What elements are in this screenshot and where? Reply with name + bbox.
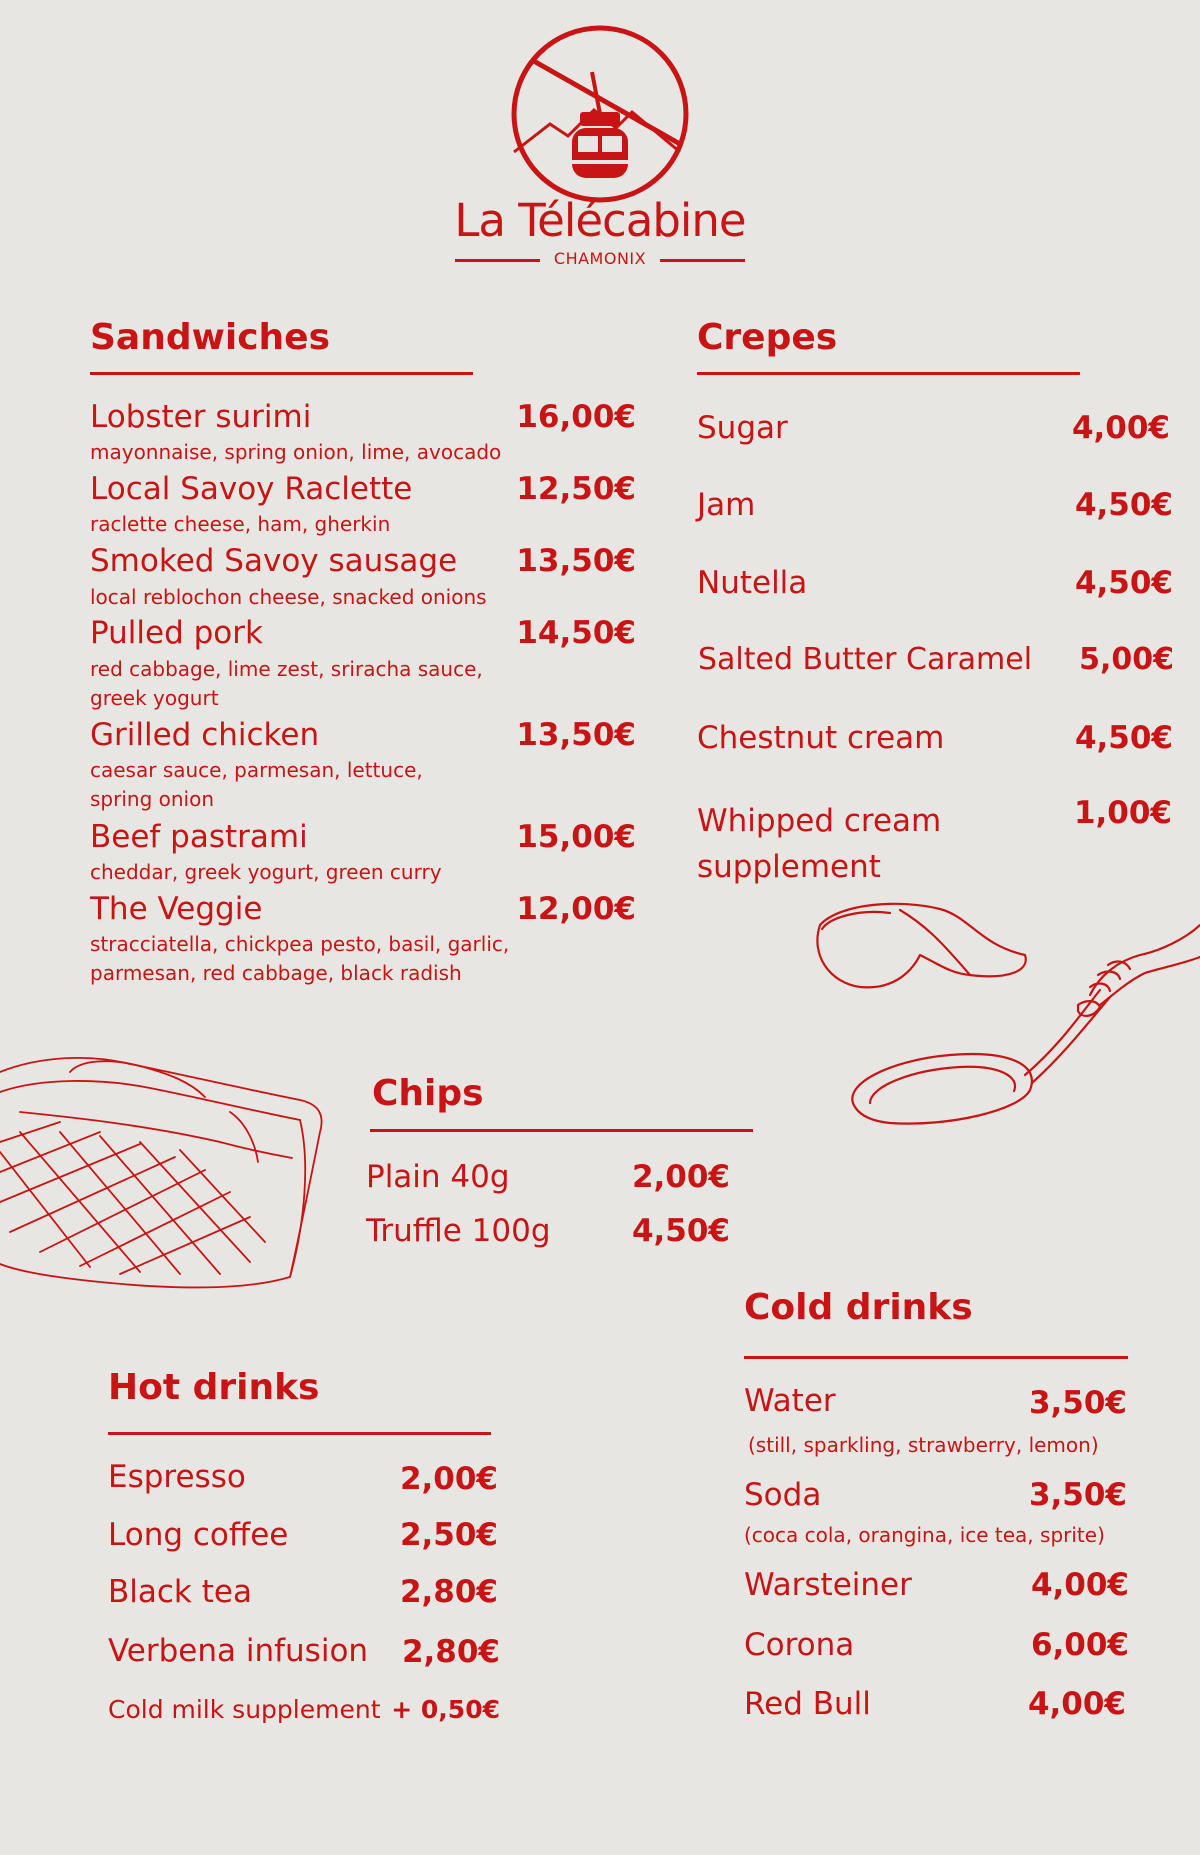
crepe-name: Nutella: [697, 565, 808, 601]
sandwich-name: The Veggie: [90, 891, 263, 927]
hot-drink-price: 2,00€: [399, 1461, 498, 1497]
crepes-title: Crepes: [697, 317, 838, 358]
sandwich-name: Grilled chicken: [90, 717, 320, 753]
hot-drink-name: Cold milk supplement: [108, 1695, 381, 1724]
cold-drink-price: 3,50€: [1028, 1385, 1127, 1421]
crepe-price: 4,50€: [1074, 720, 1173, 756]
chips-name: Truffle 100g: [366, 1213, 551, 1249]
sandwich-price: 12,50€: [516, 471, 636, 507]
hot-drink-price: + 0,50€: [391, 1695, 500, 1724]
sandwich-name: Local Savoy Raclette: [90, 471, 413, 507]
sandwich-price: 16,00€: [516, 399, 636, 435]
brand-location: [455, 249, 745, 269]
sandwich-desc: red cabbage, lime zest, sriracha sauce, greek yogurt: [90, 657, 483, 710]
sandwich-price: 13,50€: [516, 543, 636, 579]
hot-drink-price: 2,80€: [401, 1634, 500, 1670]
gondola-logo-icon: [510, 24, 690, 204]
crepe-price: 5,00€: [1079, 642, 1174, 677]
hot-drink-name: Verbena infusion: [108, 1633, 369, 1669]
chips-price: 4,50€: [631, 1213, 730, 1249]
hot-drinks-title: Hot drinks: [108, 1367, 320, 1408]
cold-drink-name: Water: [744, 1383, 836, 1419]
crepe-price: 4,00€: [1071, 410, 1170, 446]
sandwich-price: 12,00€: [516, 891, 636, 927]
cold-drink-name: Red Bull: [744, 1686, 871, 1722]
sandwich-sketch-icon: [0, 1052, 330, 1302]
crepe-name: Jam: [697, 487, 756, 523]
cold-drink-name: Soda: [744, 1477, 822, 1513]
cold-drink-name: Corona: [744, 1627, 855, 1663]
crepe-name: Chestnut cream: [697, 720, 945, 756]
chips-title: Chips: [372, 1073, 484, 1114]
sandwich-desc: stracciatella, chickpea pesto, basil, garlic, parmesan, red cabbage, black radish: [90, 932, 510, 985]
sandwich-desc: cheddar, greek yogurt, green curry: [90, 860, 442, 884]
sandwich-name: Smoked Savoy sausage: [90, 543, 458, 579]
sandwich-name: Beef pastrami: [90, 819, 308, 855]
crepe-name: Salted Butter Caramel: [698, 642, 1033, 677]
cold-drink-price: 4,00€: [1030, 1567, 1129, 1603]
cold-drink-desc: (still, sparkling, strawberry, lemon): [748, 1433, 1099, 1457]
sandwich-name: Lobster surimi: [90, 399, 312, 435]
hot-drinks-rule: [108, 1432, 491, 1435]
sandwich-desc: caesar sauce, parmesan, lettuce, spring onion: [90, 758, 423, 811]
chips-price: 2,00€: [631, 1159, 730, 1195]
sandwich-name: Pulled pork: [90, 615, 263, 651]
hot-drink-price: 2,50€: [399, 1517, 498, 1553]
sandwich-price: 15,00€: [516, 819, 636, 855]
hot-drink-name: Black tea: [108, 1574, 252, 1610]
sandwich-price: 13,50€: [516, 717, 636, 753]
sandwiches-title: Sandwiches: [90, 317, 331, 358]
sandwich-price: 14,50€: [516, 615, 636, 651]
crepe-name: Whipped cream supplement: [697, 803, 942, 885]
cold-drink-price: 4,00€: [1027, 1686, 1126, 1722]
crepe-name: Sugar: [697, 410, 788, 446]
crepe-price: 4,50€: [1074, 487, 1173, 523]
crepe-pan-sketch-icon: [800, 895, 1200, 1145]
chips-name: Plain 40g: [366, 1159, 510, 1195]
cold-drink-name: Warsteiner: [744, 1567, 912, 1603]
chips-rule: [370, 1129, 753, 1132]
sandwich-desc: mayonnaise, spring onion, lime, avocado: [90, 440, 502, 464]
sandwiches-rule: [90, 372, 473, 375]
hot-drink-price: 2,80€: [399, 1574, 498, 1610]
brand-name: La Télécabine: [454, 194, 746, 247]
crepe-price: 4,50€: [1074, 565, 1173, 601]
crepe-price: 1,00€: [1073, 795, 1172, 831]
cold-drinks-rule: [744, 1356, 1128, 1359]
cold-drinks-title: Cold drinks: [744, 1287, 973, 1328]
hot-drink-name: Long coffee: [108, 1517, 289, 1553]
sandwich-desc: raclette cheese, ham, gherkin: [90, 512, 391, 536]
hot-drink-name: Espresso: [108, 1459, 246, 1495]
brand-location-text: CHAMONIX: [553, 249, 647, 268]
cold-drink-desc: (coca cola, orangina, ice tea, sprite): [744, 1523, 1105, 1547]
sandwich-desc: local reblochon cheese, snacked onions: [90, 585, 487, 609]
crepes-rule: [697, 372, 1080, 375]
cold-drink-price: 3,50€: [1028, 1477, 1127, 1513]
cold-drink-price: 6,00€: [1030, 1627, 1129, 1663]
